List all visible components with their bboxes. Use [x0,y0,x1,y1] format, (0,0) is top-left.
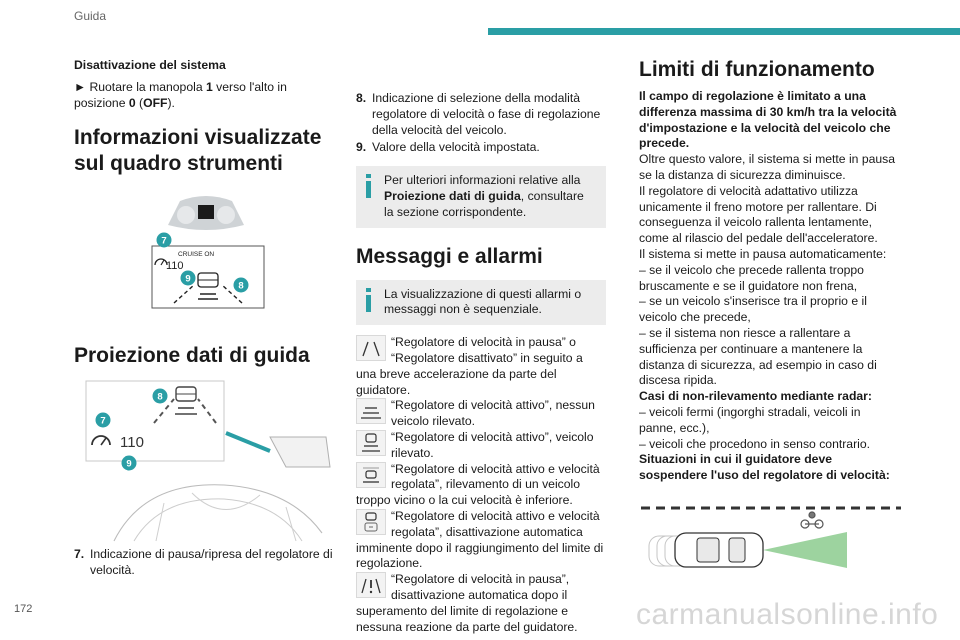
callout-number: 9 [126,458,132,470]
subheading-suspend-use: Situazioni in cui il guidatore deve sospendere l'uso del regolatore di velocità: [639,452,890,483]
bullet-item: – se il sistema non riesce a rallentare a sufficienza per continuare a mantenere la distanza di sicurezza, ad esempio in caso di discesa ripida. [639,325,877,388]
callout-number: 8 [157,391,163,403]
text: , consultare la sezione corrispondente. [384,188,584,219]
hud-diagram [74,375,336,543]
limit-warning-icon [356,509,386,535]
legend-list [74,547,336,579]
paragraph: Il sistema si mette in pausa automaticamente: [639,246,887,261]
legend-item-9 [356,140,606,156]
message-text: “Regolatore di velocità attivo”, nessun veicolo rilevato. [391,398,595,429]
car-top-view [675,533,763,567]
hud-screen [270,437,330,467]
position-value: 0 [128,95,136,110]
text: Per ulteriori informazioni relative alla [384,173,581,188]
info-text [384,173,596,220]
message-text: “Regolatore di velocità attivo e velocità regolata”, rilevamento di un veicolo troppo vicino o la cui velocità è inferiore. [356,461,600,508]
message-paused-auto-deactivation [356,572,606,635]
message-text: “Regolatore di velocità attivo”, veicolo rilevato. [391,429,594,460]
heading-instrument-info: Informazioni visualizzate sul quadro strumenti [74,126,322,176]
legend-item-8 [356,91,606,138]
text: ). [167,95,175,110]
message-active-vehicle [356,430,606,462]
info-box-messages [356,280,606,326]
info-text: La visualizzazione di questi allarmi o messaggi non è sequenziale. [384,286,582,317]
off-label: OFF [143,95,168,110]
heading-limits: Limiti di funzionamento [639,58,875,81]
message-vehicle-too-close [356,462,606,509]
info-box-hud [356,166,606,227]
dial-left [177,206,195,224]
set-speed: 110 [166,260,184,273]
legend-list-continued [356,91,606,156]
legend-text: Indicazione di pausa/ripresa del regolatore di velocità. [90,547,333,578]
cluster-illustration [74,183,336,331]
message-paused [356,335,606,398]
heading-hud: Proiezione dati di guida [74,344,310,368]
deactivate-title: Disattivazione del sistema [74,58,226,72]
radar-diagram [639,502,901,598]
info-icon [366,288,371,312]
cyclist-icon [801,512,823,528]
paragraph: Oltre questo valore, il sistema si mette in pausa se la distanza di sicurezza diminuisce. [639,152,896,182]
cluster-diagram [74,183,336,331]
callout-number: 7 [100,415,106,427]
message-text: “Regolatore di velocità in pausa” o “Regolatore disattivato” in seguito a una breve accelerazione da parte del guidatore. [356,335,583,397]
vehicle-detected-icon [356,430,386,456]
legend-number: 8. [356,91,367,105]
distance-bars-icon [356,398,386,424]
column-left [74,58,336,581]
callout-number: 9 [185,273,191,285]
bullet-item: – veicoli fermi (ingorghi stradali, veicoli in panne, ecc.), [639,404,861,435]
heading-messages: Messaggi e allarmi [356,244,543,268]
message-text: “Regolatore di velocità attivo e velocità regolata”, disattivazione automatica imminente dopo il raggiungimento del limite di regolazione. [356,508,604,571]
message-auto-deactivation-imminent [356,509,606,572]
hud-speed: 110 [120,434,144,452]
vehicle-too-close-icon [356,462,386,488]
callout-number: 7 [161,235,167,247]
dial-right [217,206,235,224]
radar-beam [763,532,847,568]
radar-illustration [639,502,901,598]
section-header: Guida [74,9,107,23]
legend-text: Indicazione di selezione della modalità regolatore di velocità o fase di regolazione della velocità del veicolo. [372,91,601,137]
hud-illustration [74,375,336,543]
projection-beam [226,433,270,451]
legend-text: Valore della velocità impostata. [372,140,540,155]
callout-number: 8 [238,280,244,292]
limits-range: Il campo di regolazione è limitato a una differenza massima di 30 km/h tra la velocità d'impostazione e la velocità del veicolo che precede. [639,89,897,151]
deactivate-instruction [74,80,336,112]
legend-number: 9. [356,140,367,155]
paragraph: Il regolatore di velocità adattativo utilizza unicamente il freno motore per rallentare. Di conseguenza il veicolo rallenta lentamente, come al rilascio del pedale dell'acceleratore. [639,183,878,246]
alert-exclamation-icon [356,572,386,598]
header-accent-bar [488,28,960,35]
steering-wheel-outline [114,485,322,541]
info-icon [366,174,371,198]
text: ► Ruotare la manopola [74,79,206,94]
cruise-on-label: CRUISE ON [178,251,215,259]
steering-wheel-inner [134,499,302,541]
hud-reference: Proiezione dati di guida [384,188,521,203]
dashboard-lines [156,493,296,541]
text: verso l'alto in posizione [74,79,287,110]
watermark: carmanualsonline.info [636,598,939,631]
display-screen [198,205,214,219]
message-text: “Regolatore di velocità in pausa”, disattivazione automatica dopo il superamento del limite di regolazione e nessuna reazione da parte del guidatore. [356,572,578,634]
subheading-non-detection: Casi di non-rilevamento mediante radar: [639,389,872,404]
column-middle [356,91,606,635]
lane-lines-icon [356,335,386,361]
column-right [639,57,901,598]
message-active-no-vehicle [356,398,606,430]
legend-item-7 [74,547,336,579]
knob-number: 1 [205,79,213,94]
text: ( [135,95,144,110]
legend-number: 7. [74,547,85,562]
page-number: 172 [14,603,33,615]
bullet-item: – se un veicolo s'inserisce tra il proprio e il veicolo che precede, [639,294,867,325]
bullet-item: – se il veicolo che precede rallenta troppo bruscamente e se il guidatore non frena, [639,262,864,293]
message-list [356,335,606,635]
bullet-item: – veicoli che procedono in senso contrario. [639,436,871,451]
